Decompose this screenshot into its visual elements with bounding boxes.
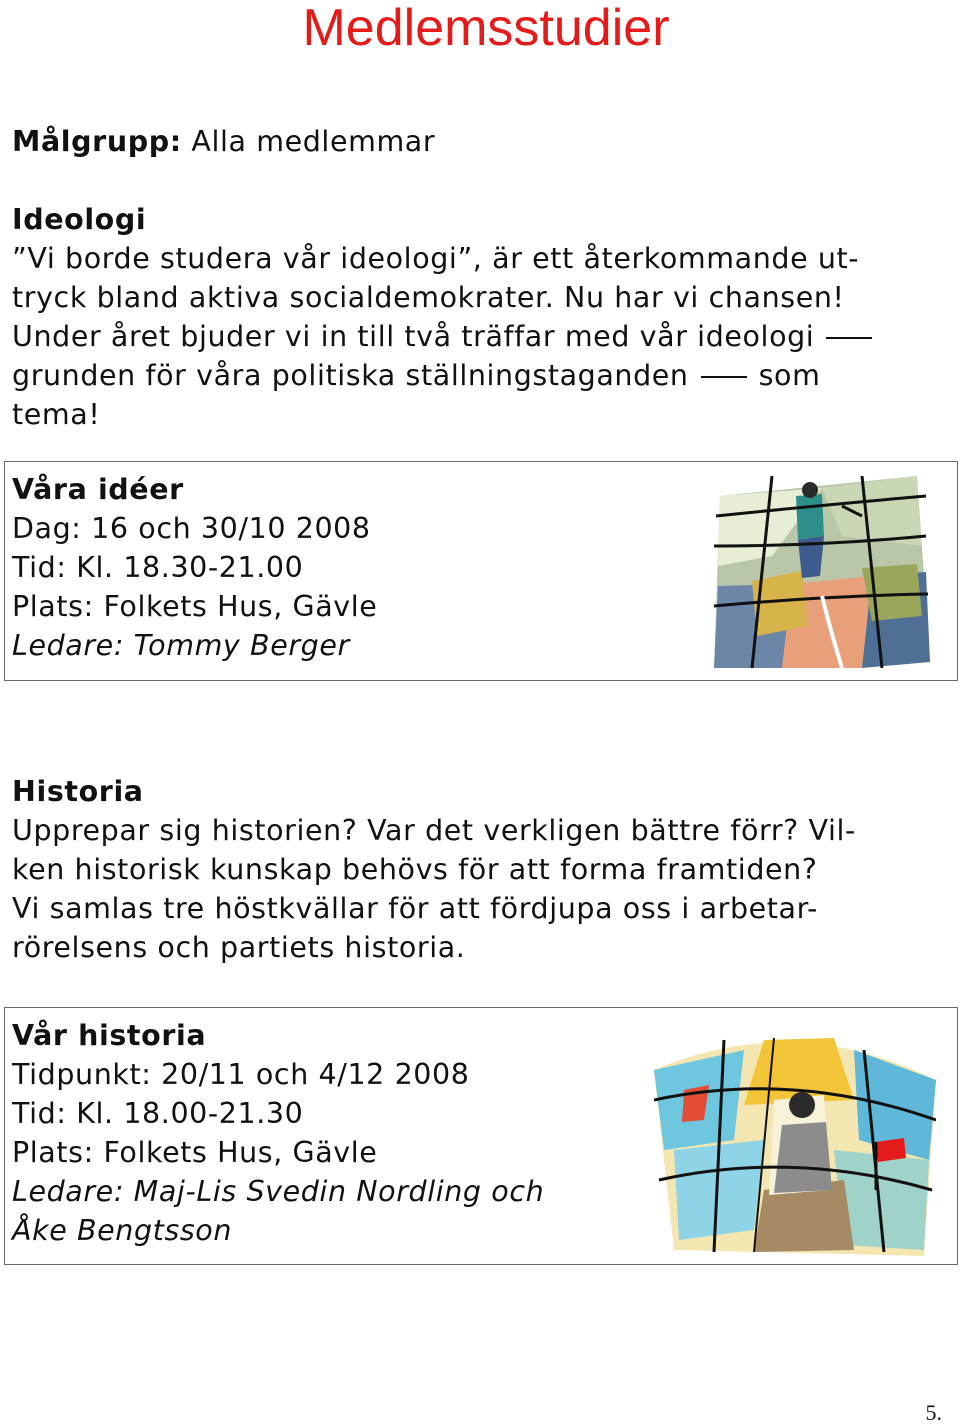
em-dash xyxy=(701,376,747,378)
stained-glass-speaker-clipart xyxy=(654,1030,936,1256)
event2-leader-cont: Åke Bengtsson xyxy=(12,1214,233,1247)
event2-date: Tidpunkt: 20/11 och 4/12 2008 xyxy=(12,1058,470,1091)
ideology-heading: Ideologi xyxy=(12,203,147,236)
history-text-line: rörelsens och partiets historia. xyxy=(12,931,466,964)
history-text-line: ken historisk kunskap behövs för att forma framtiden? xyxy=(12,853,818,886)
event1-time: Tid: Kl. 18.30-21.00 xyxy=(12,551,304,584)
event1-leader: Ledare: Tommy Berger xyxy=(12,629,350,662)
target-value: Alla medlemmar xyxy=(191,125,436,158)
event2-time: Tid: Kl. 18.00-21.30 xyxy=(12,1097,304,1130)
ideology-text-fragment: som xyxy=(758,359,821,392)
event1-date: Dag: 16 och 30/10 2008 xyxy=(12,512,371,545)
ideology-text-line: ”Vi borde studera vår ideologi”, är ett återkommande ut- xyxy=(12,242,860,275)
target-label: Målgrupp: xyxy=(12,125,182,158)
ideology-text-fragment: Under året bjuder vi in till två träffar med vår ideologi xyxy=(12,320,815,353)
ideology-text-line: tema! xyxy=(12,398,101,431)
event1-heading: Våra idéer xyxy=(12,473,184,506)
page-number: 5. xyxy=(925,1400,942,1425)
ideology-text-line: tryck bland aktiva socialdemokrater. Nu har vi chansen! xyxy=(12,281,845,314)
history-text-line: Vi samlas tre höstkvällar för att fördjupa oss i arbetar- xyxy=(12,892,818,925)
history-heading: Historia xyxy=(12,775,144,808)
stained-glass-figure-clipart xyxy=(712,476,934,672)
event2-leader: Ledare: Maj-Lis Svedin Nordling och xyxy=(12,1175,545,1208)
event2-heading: Vår historia xyxy=(12,1019,207,1052)
target-group xyxy=(12,122,435,161)
ideology-text-fragment: grunden för våra politiska ställningstaganden xyxy=(12,359,689,392)
ideology-text-line xyxy=(12,356,820,395)
ideology-text-line xyxy=(12,317,872,356)
page-title: Medlemsstudier xyxy=(302,0,670,57)
event2-place: Plats: Folkets Hus, Gävle xyxy=(12,1136,378,1169)
history-text-line: Upprepar sig historien? Var det verkligen bättre förr? Vil- xyxy=(12,814,856,847)
em-dash xyxy=(826,337,872,339)
event1-place: Plats: Folkets Hus, Gävle xyxy=(12,590,378,623)
